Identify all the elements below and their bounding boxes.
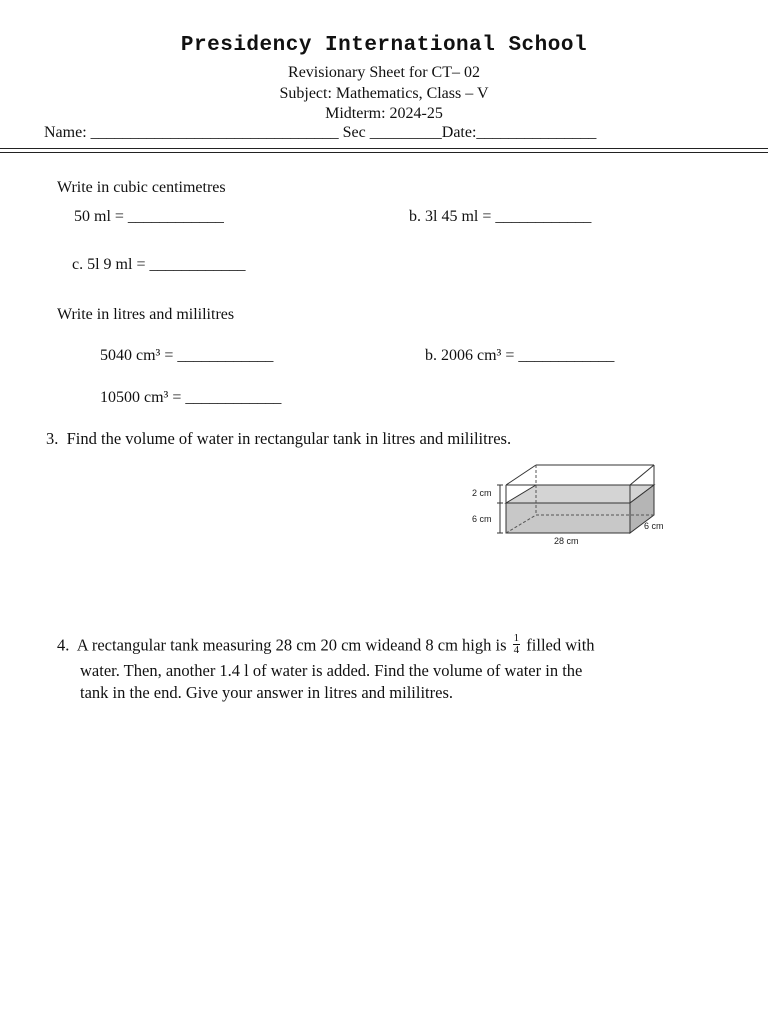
section2-title: Write in litres and mililitres — [57, 306, 235, 323]
school-name: Presidency International School — [180, 34, 588, 57]
q4-frac-num: 1 — [513, 632, 520, 644]
s2-item-c — [100, 389, 281, 407]
s2-item-b-prefix: b. — [425, 347, 437, 364]
name-label: Name: — [44, 124, 87, 141]
s2-item-a-expr: 5040 cm³ = — [100, 347, 174, 364]
s2-item-b — [425, 347, 614, 365]
q4-line1-a: A rectangular tank measuring 28 cm 20 cm wideand 8 cm high is — [76, 635, 507, 655]
q4-line3: tank in the end. Give your answer in litres and mililitres. — [80, 683, 453, 702]
name-field — [44, 124, 596, 142]
s1-item-a-expr: 50 ml = — [74, 208, 124, 225]
term-line: Midterm: 2024-25 — [325, 105, 443, 122]
s1-item-b-prefix: b. — [409, 208, 421, 225]
sec-blank: _________ — [369, 124, 442, 141]
s1-item-c-prefix: c. — [72, 256, 84, 273]
tank-label-length: 28 cm — [554, 536, 579, 546]
s1-item-c-blank: ____________ — [149, 256, 246, 273]
question-4-line1 — [57, 632, 595, 658]
s1-item-c — [72, 256, 245, 274]
s1-item-c-expr: 5l 9 ml = — [87, 256, 146, 273]
date-blank: _______________ — [476, 124, 597, 141]
section1-title: Write in cubic centimetres — [57, 179, 226, 196]
s1-item-a-blank: ____________ — [127, 208, 224, 225]
s1-item-a — [74, 208, 224, 226]
q4-line2: water. Then, another 1.4 l of water is added. Find the volume of water in the — [80, 661, 583, 680]
tank-figure — [466, 458, 676, 550]
tank-label-6cm: 6 cm — [472, 514, 492, 524]
tank-water-top — [506, 485, 654, 503]
s2-item-c-blank: ____________ — [185, 389, 282, 406]
q4-number: 4. — [57, 635, 70, 655]
header-rule-bottom — [0, 152, 768, 153]
s2-item-a-blank: ____________ — [177, 347, 274, 364]
sec-label: Sec — [342, 124, 366, 141]
tank-water-front — [506, 503, 630, 533]
q4-line1-b: filled with — [526, 635, 595, 655]
subject-line: Subject: Mathematics, Class – V — [279, 85, 489, 102]
question-3 — [46, 429, 511, 449]
tank-label-2cm: 2 cm — [472, 488, 492, 498]
name-blank: _______________________________ — [90, 124, 339, 141]
tank-label-depth: 6 cm — [644, 521, 664, 531]
s2-item-b-blank: ____________ — [518, 347, 615, 364]
s2-item-a — [100, 347, 273, 365]
header-rule-top — [0, 148, 768, 149]
date-label: Date: — [441, 124, 477, 141]
q3-text: Find the volume of water in rectangular tank in litres and mililitres. — [66, 429, 512, 448]
q4-fraction — [513, 633, 521, 656]
s2-item-c-expr: 10500 cm³ = — [100, 389, 182, 406]
s1-item-b — [409, 208, 591, 226]
s1-item-b-blank: ____________ — [495, 208, 592, 225]
sheet-title: Revisionary Sheet for CT– 02 — [288, 64, 480, 81]
s2-item-b-expr: 2006 cm³ = — [441, 347, 515, 364]
q4-frac-den: 4 — [513, 644, 520, 656]
s1-item-b-expr: 3l 45 ml = — [425, 208, 492, 225]
q3-number: 3. — [46, 429, 59, 448]
